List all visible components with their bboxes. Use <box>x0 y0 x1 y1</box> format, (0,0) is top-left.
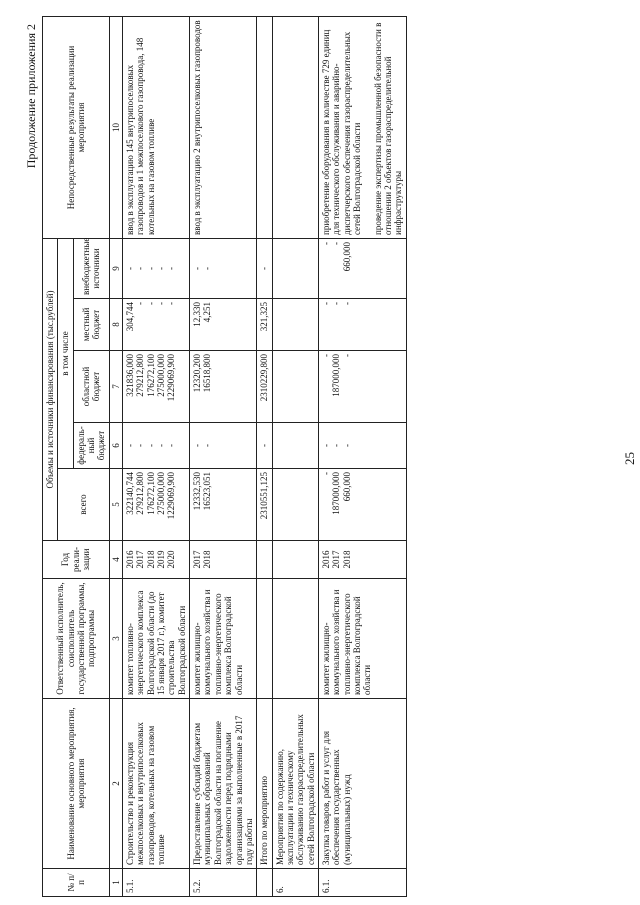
row-regional: 321836,000 279212,800 176272,100 275000,000 1229069,900 <box>123 351 190 423</box>
row-executor: комитет жилищно-коммунального хозяйства и топливно-энергетического комплекса Волгоградской области <box>318 579 406 699</box>
row-total <box>272 469 318 541</box>
index-cell: 4 <box>109 541 122 579</box>
row-years <box>257 541 272 579</box>
row-name: Мероприятия по содержанию, эксплуатации и техническому обслуживанию газораспределительных сетей Волгоградской области <box>272 699 318 869</box>
row-years: 2016 2017 2018 <box>318 541 406 579</box>
page-number: 25 <box>622 452 637 465</box>
row-federal: - - - <box>318 423 406 469</box>
row-result: ввод в эксплуатацию 145 внутрипоселковых газопроводов и 1 межпоселкового газопровода, 148 котельных на газовом топливе <box>123 16 190 238</box>
continuation-label: Продолжение приложения 2 <box>24 24 38 169</box>
index-cell: 2 <box>109 699 122 869</box>
row-executor: комитет топливно-энергетического комплекса Волгоградской области (до 15 января 2017 г.), комитет строительства Волгоградской области <box>123 579 190 699</box>
row-years <box>272 541 318 579</box>
row-local: 12,330 4,251 <box>190 299 257 351</box>
row-local <box>272 299 318 351</box>
row-extrabudget: - <box>257 238 272 298</box>
row-years: 2016 2017 2018 2019 2020 <box>123 541 190 579</box>
row-name: Предоставление субсидий бюджетам муниципальных образований Волгоградской области на погашение задолженности перед подрядными организациями за выполненные в 2017 году работы <box>190 699 257 869</box>
row-regional: 12320,200 16518,800 <box>190 351 257 423</box>
header-extrabudget: внебюджетные источники <box>73 238 109 298</box>
header-result: Непосредственные результаты реализации мероприятия <box>43 16 110 238</box>
index-cell: 9 <box>109 238 122 298</box>
row-local: - - - <box>318 299 406 351</box>
row-extrabudget: - - - - - <box>123 238 190 298</box>
index-cell: 3 <box>109 579 122 699</box>
row-extrabudget: - - <box>190 238 257 298</box>
row-regional <box>272 351 318 423</box>
table-row <box>123 16 190 896</box>
header-num: № п/п <box>43 869 110 897</box>
table-row <box>190 16 257 896</box>
index-cell: 1 <box>109 869 122 897</box>
row-result: ввод в эксплуатацию 2 внутрипоселковых газопроводов <box>190 16 257 238</box>
index-cell: 7 <box>109 351 122 423</box>
header-including: в том числе <box>58 238 73 468</box>
table-row <box>318 16 406 896</box>
index-cell: 10 <box>109 16 122 238</box>
row-result <box>257 16 272 238</box>
row-local: 321,325 <box>257 299 272 351</box>
row-name: Строительство и реконструкция межпоселковых и внутрипоселковых газопроводов, котельных на газовом топливе <box>123 699 190 869</box>
index-cell: 8 <box>109 299 122 351</box>
index-row <box>109 16 122 896</box>
row-federal: - <box>257 423 272 469</box>
header-executor: Ответственный исполнитель, соисполнитель государственной программы, подпрограммы <box>43 579 110 699</box>
header-name: Наименование основного мероприятия, мероприятия <box>43 699 110 869</box>
row-total: 322140,744 279212,800 176272,100 275000,000 1229069,900 <box>123 469 190 541</box>
row-regional: 2310229,800 <box>257 351 272 423</box>
index-cell: 5 <box>109 469 122 541</box>
row-num: 6. <box>272 869 318 897</box>
row-extrabudget <box>272 238 318 298</box>
row-result: приобретение оборудования в количестве 729 единиц для технического обслуживания и аварийно-диспетчерского обеспечения газораспределительных сетей Волгоградской области проведение экспертизы промышленной безопасности в отношении 2 объектов газораспределительной инфраструктуры <box>318 16 406 238</box>
row-executor <box>272 579 318 699</box>
header-row-1 <box>43 16 58 896</box>
table-row-total <box>257 16 272 896</box>
row-result <box>272 16 318 238</box>
row-num: 5.2. <box>190 869 257 897</box>
header-total: всего <box>58 469 109 541</box>
row-years: 2017 2018 <box>190 541 257 579</box>
header-federal: федераль-ный бюджет <box>73 423 109 469</box>
row-local: 304,744 - - - - <box>123 299 190 351</box>
row-name: Закупка товаров, работ и услуг для обеспечения государственных (муниципальных) нужд <box>318 699 406 869</box>
row-total: 2310551,125 <box>257 469 272 541</box>
row-regional: - 187000,000 - <box>318 351 406 423</box>
row-total: 12332,530 16523,051 <box>190 469 257 541</box>
row-num: 6.1. <box>318 869 406 897</box>
row-executor <box>257 579 272 699</box>
row-total: - 187000,000 660,000 <box>318 469 406 541</box>
row-executor: комитет жилищно-коммунального хозяйства и топливно-энергетического комплекса Волгоградской области <box>190 579 257 699</box>
row-extrabudget: - - 660,000 <box>318 238 406 298</box>
row-federal <box>272 423 318 469</box>
row-federal: - - <box>190 423 257 469</box>
header-regional: областной бюджет <box>73 351 109 423</box>
index-cell: 6 <box>109 423 122 469</box>
row-name: Итого по мероприятию <box>257 699 272 869</box>
row-federal: - - - - - <box>123 423 190 469</box>
row-num: 5.1. <box>123 869 190 897</box>
header-year: Год реали-зации <box>43 541 110 579</box>
header-funding: Объемы и источники финансирования (тыс.рублей) <box>43 238 58 540</box>
table-row-section <box>272 16 318 896</box>
header-local: местный бюджет <box>73 299 109 351</box>
program-table <box>42 16 407 897</box>
row-num <box>257 869 272 897</box>
